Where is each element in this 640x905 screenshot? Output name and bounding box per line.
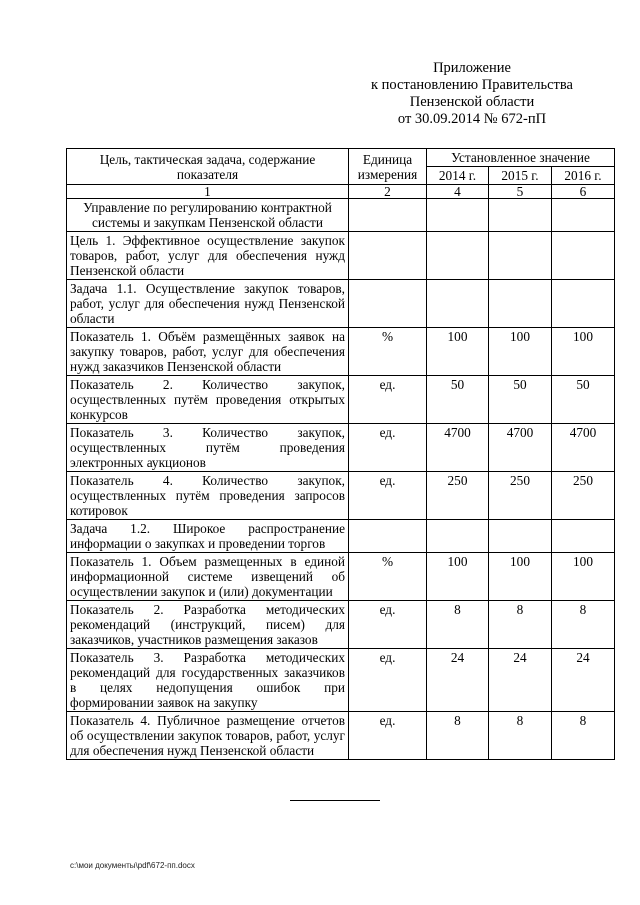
value-2015: 250 [489, 472, 552, 520]
value-2014: 24 [427, 649, 489, 712]
table-row [67, 232, 615, 280]
table-row [67, 199, 615, 232]
unit-cell: ед. [349, 601, 427, 649]
unit-cell [349, 280, 427, 328]
unit-cell [349, 199, 427, 232]
value-2014 [427, 199, 489, 232]
unit-cell: % [349, 553, 427, 601]
indicators-table [66, 148, 615, 760]
header-year: 2015 г. [489, 167, 552, 185]
value-2016: 50 [552, 376, 615, 424]
indicator-description: Показатель 3. Разработка методических рекомендаций для государственных заказчиков в целях недопущения ошибок при формировании заявок на закупку [67, 649, 349, 712]
table-row [67, 472, 615, 520]
file-path: c:\мои документы\pdf\672-пп.docx [70, 861, 195, 870]
table-header-row [67, 149, 615, 167]
value-2014: 100 [427, 328, 489, 376]
value-2014 [427, 232, 489, 280]
column-number: 1 [67, 185, 349, 199]
value-2015: 100 [489, 328, 552, 376]
value-2014: 8 [427, 712, 489, 760]
value-2016: 8 [552, 601, 615, 649]
appendix-header [360, 60, 584, 128]
signature-divider [290, 800, 380, 801]
value-2015: 8 [489, 601, 552, 649]
value-2014: 8 [427, 601, 489, 649]
value-2016: 4700 [552, 424, 615, 472]
header-year: 2016 г. [552, 167, 615, 185]
indicator-description: Показатель 4. Публичное размещение отчетов об осуществлении закупок товаров, работ, услуг для обеспечения нужд Пензенской области [67, 712, 349, 760]
value-2014: 250 [427, 472, 489, 520]
value-2014 [427, 520, 489, 553]
value-2016: 8 [552, 712, 615, 760]
value-2016 [552, 520, 615, 553]
value-2015: 50 [489, 376, 552, 424]
table-row [67, 712, 615, 760]
indicator-description: Показатель 1. Объём размещённых заявок на закупку товаров, работ, услуг для обеспечения нужд заказчиков Пензенской области [67, 328, 349, 376]
table-row [67, 649, 615, 712]
indicator-description: Показатель 1. Объем размещенных в единой информационной системе извещений об осуществлении закупок и (или) документации [67, 553, 349, 601]
header-target-value: Установленное значение [427, 149, 615, 167]
value-2015: 4700 [489, 424, 552, 472]
column-number-row [67, 185, 615, 199]
value-2016 [552, 199, 615, 232]
value-2016 [552, 232, 615, 280]
value-2015: 8 [489, 712, 552, 760]
unit-cell: ед. [349, 472, 427, 520]
appendix-region: Пензенской области [409, 94, 535, 110]
indicator-description: Показатель 4. Количество закупок, осуществленных путём проведения запросов котировок [67, 472, 349, 520]
unit-cell [349, 520, 427, 553]
value-2016 [552, 280, 615, 328]
appendix-date-number: от 30.09.2014 № 672-пП [397, 111, 547, 127]
indicator-description: Показатель 2. Разработка методических рекомендаций (инструкций, писем) для заказчиков, участников размещения заказов [67, 601, 349, 649]
table-row [67, 601, 615, 649]
indicator-description: Задача 1.2. Широкое распространение информации о закупках и проведении торгов [67, 520, 349, 553]
table-row [67, 328, 615, 376]
unit-cell: % [349, 328, 427, 376]
table-row [67, 280, 615, 328]
value-2015: 100 [489, 553, 552, 601]
column-number: 5 [489, 185, 552, 199]
value-2015 [489, 280, 552, 328]
table-row [67, 520, 615, 553]
value-2014 [427, 280, 489, 328]
value-2016: 250 [552, 472, 615, 520]
value-2015 [489, 232, 552, 280]
value-2015: 24 [489, 649, 552, 712]
indicator-description: Показатель 2. Количество закупок, осуществленных путём проведения открытых конкурсов [67, 376, 349, 424]
value-2014: 100 [427, 553, 489, 601]
unit-cell [349, 232, 427, 280]
header-unit: Единица измерения [349, 149, 427, 185]
value-2016: 100 [552, 553, 615, 601]
value-2014: 4700 [427, 424, 489, 472]
value-2014: 50 [427, 376, 489, 424]
value-2015 [489, 199, 552, 232]
unit-cell: ед. [349, 712, 427, 760]
table-row [67, 376, 615, 424]
indicator-description: Цель 1. Эффективное осуществление закупок товаров, работ, услуг для обеспечения нужд Пензенской области [67, 232, 349, 280]
value-2016: 24 [552, 649, 615, 712]
unit-cell: ед. [349, 376, 427, 424]
unit-cell: ед. [349, 649, 427, 712]
column-number: 2 [349, 185, 427, 199]
unit-cell: ед. [349, 424, 427, 472]
header-goal: Цель, тактическая задача, содержание показателя [67, 149, 349, 185]
indicator-description: Показатель 3. Количество закупок, осуществленных путём проведения электронных аукционов [67, 424, 349, 472]
table-row [67, 553, 615, 601]
appendix-title: Приложение [433, 60, 511, 76]
header-year: 2014 г. [427, 167, 489, 185]
indicator-description: Управление по регулированию контрактной системы и закупкам Пензенской области [67, 199, 349, 232]
table-row [67, 424, 615, 472]
appendix-resolution-ref: к постановлению Правительства [371, 77, 573, 93]
column-number: 6 [552, 185, 615, 199]
value-2016: 100 [552, 328, 615, 376]
indicator-description: Задача 1.1. Осуществление закупок товаров, работ, услуг для обеспечения нужд Пензенской области [67, 280, 349, 328]
column-number: 4 [427, 185, 489, 199]
value-2015 [489, 520, 552, 553]
